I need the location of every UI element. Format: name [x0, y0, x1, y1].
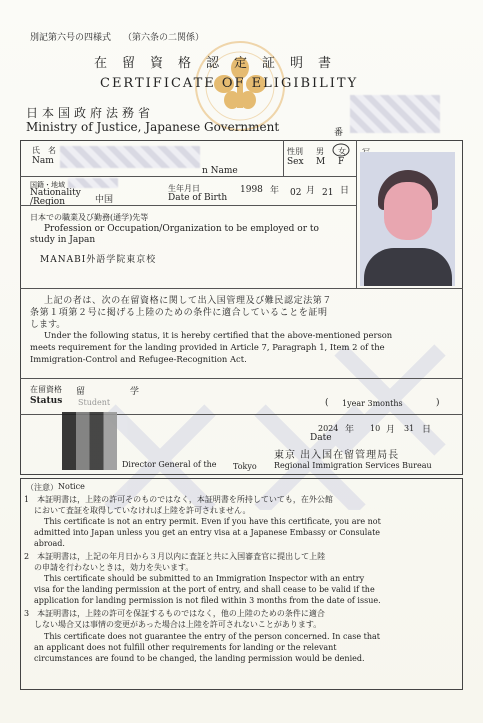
issue-year: 2024	[318, 424, 339, 433]
notice-2-en-3: application for landing permission is not filed within 3 months from the date of issue.	[34, 596, 381, 605]
occupation-label-en-2: study in Japan	[30, 235, 96, 245]
status-value-jp-2: 学	[130, 387, 140, 397]
notice-1-en-1: This certificate is not an entry permit. Even if you have this certificate, you are not	[44, 517, 381, 526]
notice-label-en: Notice	[58, 482, 85, 491]
notice-3-jp-1: 3 本証明書は，上陸の許可を保証するものではなく，他の上陸のための条件に適合	[24, 609, 325, 618]
form-article: （第六条の二関係）	[123, 33, 205, 43]
status-value-jp-1: 留	[76, 387, 86, 397]
notice-label-jp: （注意）	[26, 483, 58, 492]
cert-text-jp-1: 上記の者は、次の在留資格に関して出入国管理及び難民認定法第７	[44, 296, 333, 306]
sex-selection-circle	[332, 143, 350, 157]
notice-1-en-2: admitted into Japan unless you get an entry visa at a Japanese Embassy or Consulate	[34, 528, 381, 537]
period-open: (	[325, 398, 329, 408]
notice-1-en-3: abroad.	[34, 539, 65, 548]
cert-text-jp-3: します。	[30, 320, 66, 330]
dob-label-jp: 生年月日	[168, 184, 200, 193]
notice-2-jp-1: 2 本証明書は，上記の年月日から３月以内に査証と共に入国審査官に提出して上陸	[24, 552, 326, 561]
certificate-number-redacted	[350, 95, 440, 133]
city-en: Tokyo	[233, 462, 257, 471]
nationality-label-jp: 国籍・地域	[30, 181, 65, 189]
date-label: Date	[310, 433, 332, 443]
sex-m: M	[316, 157, 326, 167]
notice-3-jp-2: しない場合又は事情の変更があった場合は上陸を許可されないことがあります。	[34, 620, 322, 629]
notice-1-jp-2: において査証を取得していなければ上陸を許可されません。	[34, 506, 251, 515]
title-en: CERTIFICATE OF ELIGIBILITY	[100, 76, 359, 91]
title-jp: 在 留 資 格 認 定 証 明 書	[94, 56, 333, 71]
dob-year: 1998	[240, 185, 263, 195]
issuer-jp: 日本国政府法務省	[26, 106, 155, 120]
name-suffix: n Name	[202, 166, 238, 176]
director-label: Director General of the	[122, 460, 217, 469]
issue-day: 31	[404, 424, 415, 433]
dob-day-unit: 日	[340, 186, 350, 196]
status-label-jp: 在留資格	[30, 385, 62, 394]
issue-day-unit: 日	[422, 425, 432, 435]
nationality-redacted	[68, 178, 118, 188]
dob-month-unit: 月	[306, 186, 316, 196]
dob-year-unit: 年	[270, 186, 280, 196]
sex-f: F	[338, 157, 345, 167]
name-label-en: Nam	[32, 156, 54, 166]
official-stamp-redacted	[62, 412, 117, 470]
issue-month: 10	[370, 424, 381, 433]
issuer-en: Ministry of Justice, Japanese Government	[26, 120, 280, 134]
sex-label-jp: 性別	[287, 147, 303, 156]
dob-label-en: Date of Birth	[168, 193, 228, 203]
occupation-value: MANABI外語学院東京校	[40, 255, 157, 265]
period-value: 1year 3months	[342, 399, 403, 408]
dob-month: 02	[290, 188, 302, 198]
notice-2-en-1: This certificate should be submitted to an Immigration Inspector with an entry	[44, 574, 365, 583]
name-label-jp: 氏 名	[32, 146, 56, 155]
dob-day: 21	[322, 188, 334, 198]
bureau-en: Regional Immigration Services Bureau	[274, 461, 432, 470]
sex-male-jp: 男	[316, 147, 324, 156]
name-value-redacted	[60, 146, 200, 168]
sex-label-en: Sex	[287, 157, 304, 167]
status-value-en: Student	[78, 398, 111, 407]
cert-text-en-3: Immigration-Control and Refugee-Recognition Act.	[30, 354, 247, 364]
applicant-photo	[360, 152, 455, 286]
nationality-value: 中国	[95, 195, 114, 205]
notice-1-jp-1: 1 本証明書は，上陸の許可そのものではなく，本証明書を所持していても，在外公館	[24, 495, 333, 504]
nationality-label-en: Nationality	[30, 188, 81, 198]
region-label-en: /Region	[30, 197, 65, 207]
form-label: 別記第六号の四様式	[30, 33, 112, 43]
cert-text-en-1: Under the following status, it is hereby certified that the above-mentioned person	[44, 330, 393, 340]
notice-2-jp-2: の申請を行わないときは，効力を失います。	[34, 563, 194, 572]
bureau-jp: 東京 出入国在留管理局長	[274, 450, 400, 461]
cert-text-en-2: meets requirement for the landing provided in Article 7, Paragraph 1, Item 2 of the	[30, 342, 385, 352]
status-label-en: Status	[30, 396, 63, 406]
notice-3-en-1: This certificate does not guarantee the entry of the person concerned. In case that	[44, 632, 380, 641]
occupation-label-en-1: Profession or Occupation/Organization to be employed or to	[44, 224, 319, 234]
issue-month-unit: 月	[386, 425, 396, 435]
sex-female-jp: 女	[338, 147, 346, 156]
cert-text-jp-2: 条第１項第２号に掲げる上陸のための条件に適合していることを証明	[30, 308, 328, 318]
period-close: )	[436, 398, 440, 408]
notice-2-en-2: visa for the landing permission at the port of entry, and shall cease to be valid if the	[34, 585, 375, 594]
number-label: 番	[334, 128, 344, 138]
occupation-label-jp: 日本での職業及び勤務(通学)先等	[30, 213, 149, 222]
notice-3-en-3: circumstances are found to be changed, the landing permission would be denied.	[34, 654, 365, 663]
notice-3-en-2: an applicant does not fulfill other requirements for landing or the relevant	[34, 643, 337, 652]
issue-year-unit: 年	[345, 425, 355, 435]
